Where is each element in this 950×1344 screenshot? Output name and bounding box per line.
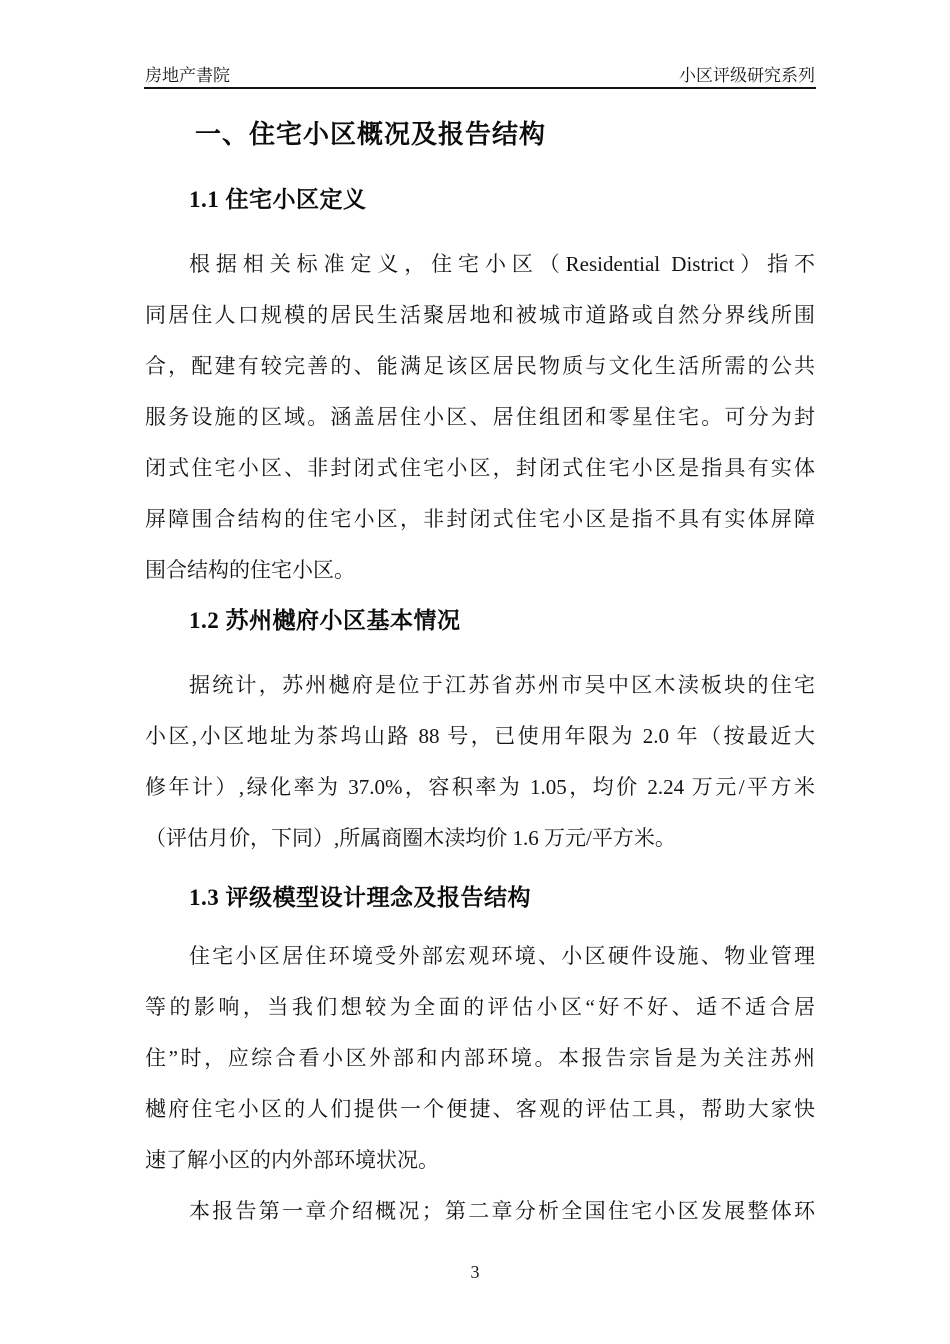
paragraph-line: 据统计，苏州樾府是位于江苏省苏州市吴中区木渎板块的住宅: [189, 673, 815, 697]
paragraph-line: 速了解小区的内外部环境状况。: [145, 1148, 439, 1172]
paragraph-line: 闭式住宅小区、非封闭式住宅小区，封闭式住宅小区是指具有实体: [145, 456, 815, 480]
paragraph-line: 合，配建有较完善的、能满足该区居民物质与文化生活所需的公共: [145, 354, 815, 378]
chapter-title: 一、住宅小区概况及报告结构: [195, 120, 547, 149]
paragraph-line: 等的影响，当我们想较为全面的评估小区“好不好、适不适合居: [145, 995, 815, 1019]
paragraph-line: 修年计）,绿化率为 37.0%，容积率为 1.05，均价 2.24 万元/平方米: [145, 775, 815, 799]
paragraph-line: 小区,小区地址为茶坞山路 88 号，已使用年限为 2.0 年（按最近大: [145, 724, 815, 748]
paragraph: [145, 660, 815, 864]
paragraph: [145, 931, 815, 1186]
paragraph-line: 屏障围合结构的住宅小区，非封闭式住宅小区是指不具有实体屏障: [145, 507, 815, 531]
paragraph-line: 樾府住宅小区的人们提供一个便捷、客观的评估工具，帮助大家快: [145, 1097, 815, 1121]
paragraph-line: 住宅小区居住环境受外部宏观环境、小区硬件设施、物业管理: [189, 944, 815, 968]
section-heading-1-2: 1.2 苏州樾府小区基本情况: [189, 608, 461, 633]
paragraph-line: （评估月价，下同）,所属商圈木渎均价 1.6 万元/平方米。: [145, 826, 676, 850]
paragraph-line: 本报告第一章介绍概况；第二章分析全国住宅小区发展整体环: [189, 1199, 815, 1223]
paragraph-line: 服务设施的区域。涵盖居住小区、居住组团和零星住宅。可分为封: [145, 405, 815, 429]
paragraph-line: 根据相关标准定义，住宅小区（Residential District）指不: [189, 252, 815, 276]
section-heading-1-3: 1.3 评级模型设计理念及报告结构: [189, 885, 531, 910]
header-rule: [144, 87, 816, 89]
page-header: [145, 61, 815, 86]
header-right-text: 小区评级研究系列: [679, 66, 815, 85]
header-left-text: 房地产書院: [145, 66, 230, 85]
page-number: 3: [470, 1262, 480, 1282]
paragraph-line: 同居住人口规模的居民生活聚居地和被城市道路或自然分界线所围: [145, 303, 815, 327]
paragraph: [145, 239, 815, 596]
paragraph: [145, 1186, 815, 1237]
section-heading-1-1: 1.1 住宅小区定义: [189, 187, 367, 212]
paragraph-line: 围合结构的住宅小区。: [145, 558, 355, 582]
paragraph-line: 住”时，应综合看小区外部和内部环境。本报告宗旨是为关注苏州: [145, 1046, 815, 1070]
